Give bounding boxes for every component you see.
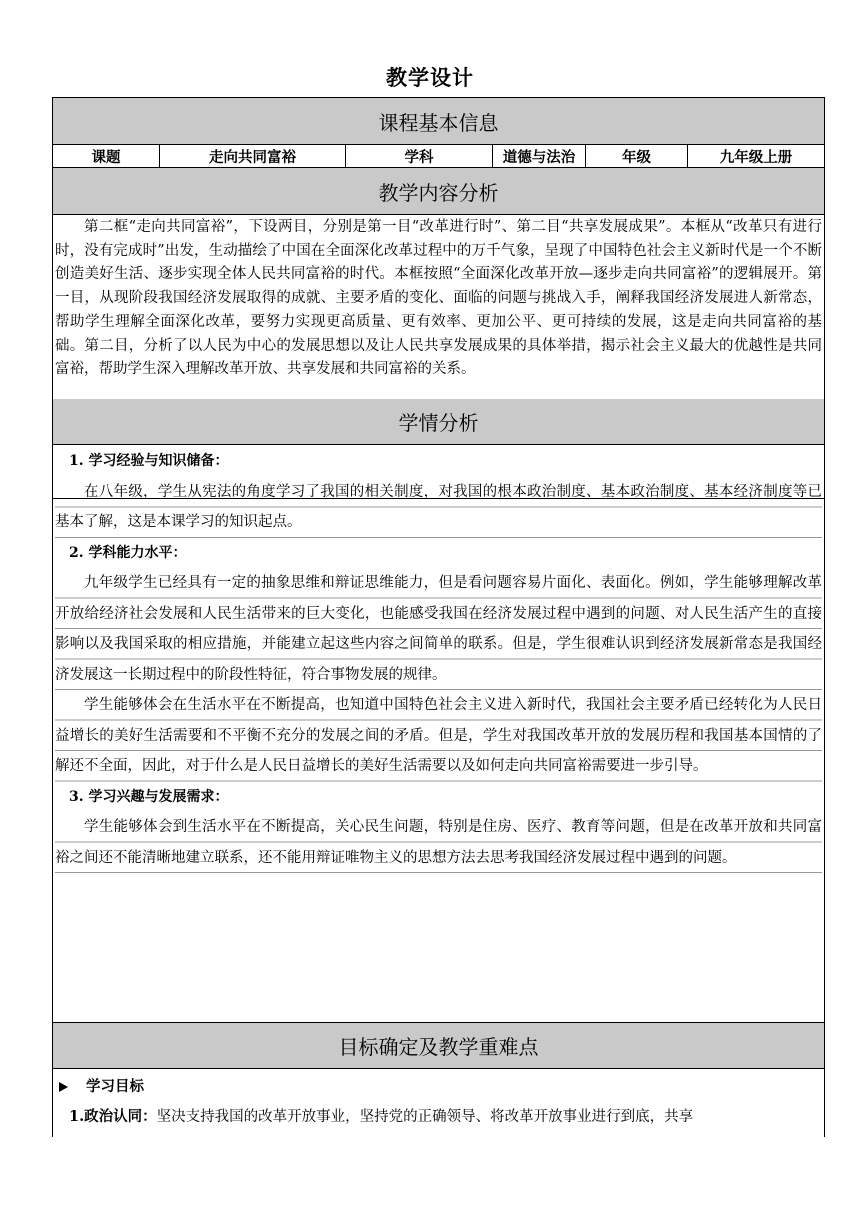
arrow-bullet-icon: [59, 1082, 68, 1092]
grade-value: 九年级上册: [719, 148, 793, 166]
topic-label: 课题: [53, 145, 160, 167]
section-header-basic-info: 课程基本信息: [53, 98, 824, 145]
page-title: 教学设计: [386, 66, 474, 90]
paragraph-learning-experience: 在八年级，学生从宪法的角度学习了我国的相关制度，对我国的根本政治制度、基本政治制度、基本经济制度等已基本了解，这是本课学习的知识起点。: [55, 477, 822, 538]
paragraph-ability-level: 九年级学生已经具有一定的抽象思维和辩证思维能力，但是看问题容易片面化、表面化。例如，学生能够理解改革开放给经济社会发展和人民生活带来的巨大变化，也能感受我国在经济发展过程中遇到的问题、对人民生活产生的直接影响以及我国采取的相应措施，并能建立起这些内容之间简单的联系。但是，学生很难认识到经济发展新常态是我国经济发展这一长期过程中的阶段性特征，符合事物发展的规律。: [55, 568, 822, 690]
goal-item-label: 1.政治认同：: [69, 1108, 157, 1125]
paragraph-living-standard: 学生能够体会在生活水平在不断提高，也知道中国特色社会主义进入新时代，我国社会主要矛盾已经转化为人民日益增长的美好生活需要和不平衡不充分的发展之间的矛盾。但是，学生对我国改革开放的发展历程和我国基本国情的了解还不全面，因此，对于什么是人民日益增长的美好生活需要以及如何走向共同富裕需要进一步引导。: [55, 690, 822, 782]
section-header-content-analysis: 教学内容分析: [53, 168, 824, 215]
course-info-row: [53, 145, 824, 168]
goal-item-text: 坚决支持我国的改革开放事业，坚持党的正确领导、将改革开放事业进行到底，共享: [156, 1109, 694, 1125]
learning-goals-heading: [55, 1072, 822, 1102]
grade-label: 年级: [586, 145, 688, 167]
learning-goals-label: 学习目标: [86, 1078, 144, 1095]
goal-item-political-identity: [55, 1102, 822, 1132]
section-header-student-analysis: 学情分析: [53, 399, 824, 445]
section-header-goals: 目标确定及教学重难点: [53, 1022, 824, 1069]
heading-ability-level: 2. 学科能力水平：: [69, 544, 187, 561]
subject-label: 学科: [346, 145, 493, 167]
heading-interest-needs: 3. 学习兴趣与发展需求：: [69, 788, 229, 805]
paragraph-interest-needs: 学生能够体会到生活水平在不断提高，关心民生问题，特别是住房、医疗、教育等问题，但是在改革开放和共同富裕之间还不能清晰地建立联系，还不能用辩证唯物主义的思想方法去思考我国经济发展过程中遇到的问题。: [55, 812, 822, 873]
student-analysis-body: [53, 445, 824, 968]
goals-body: [53, 1069, 824, 1139]
content-analysis-text: 第二框“走向共同富裕”，下设两目，分别是第一目“改革进行时”、第二目“共享发展成果”。本框从“改革只有进行时，没有完成时”出发，生动描绘了中国在全面深化改革过程中的万千气象，呈现了中国特色社会主义新时代是一个不断创造美好生活、逐步实现全体人民共同富裕的时代。本框按照“全面深化改革开放—逐步走向共同富裕”的逻辑展开。第一目，从现阶段我国经济发展取得的成就、主要矛盾的变化、面临的问题与挑战入手，阐释我国经济发展进人新常态，帮助学生理解全面深化改革，要努力实现更高质量、更有效率、更加公平、更可持续的发展，这是走向共同富裕的基础。第二目，分析了以人民为中心的发展思想以及让人民共享发展成果的具体举措，揭示社会主义最大的优越性是共同富裕，帮助学生深入理解改革开放、共享发展和共同富裕的关系。: [53, 215, 824, 499]
topic-value: 走向共同富裕: [160, 145, 346, 167]
heading-learning-experience: 1. 学习经验与知识储备：: [69, 453, 229, 469]
subject-value: 道德与法治: [493, 145, 586, 167]
lesson-plan-table: [52, 97, 825, 1137]
